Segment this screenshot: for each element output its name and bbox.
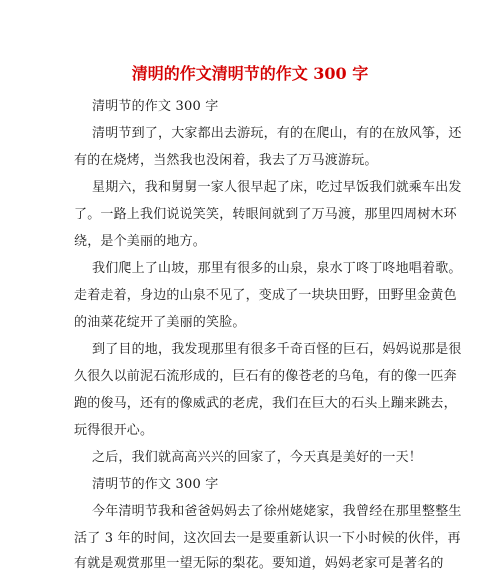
text-line: 清明节到了，大家都出去游玩，有的在爬山，有的在放风筝，还 [92, 126, 462, 141]
text-line: 久很久以前泥石流形成的，巨石有的像苍老的乌龟，有的像一匹奔 [74, 369, 457, 384]
text-line: 我们爬上了山坡，那里有很多的山泉，泉水丁咚丁咚地唱着歌。 [92, 261, 462, 276]
text-line: 绕，是个美丽的地方。 [74, 234, 207, 249]
document-title: 清明的作文清明节的作文 300 字 [131, 64, 369, 83]
text-line: 有的在烧烤，当然我也没闲着，我去了万马渡游玩。 [74, 153, 378, 168]
text-line: 玩得很开心。 [74, 423, 154, 438]
text-line: 了。一路上我们说说笑笑，转眼间就到了万马渡，那里四周树木环 [74, 207, 457, 222]
text-line: 星期六，我和舅舅一家人很早起了床，吃过早饭我们就乘车出发 [92, 180, 462, 195]
section-heading-1: 清明节的作文 300 字 [92, 99, 219, 114]
text-line: 有就是观赏那里一望无际的梨花。要知道，妈妈老家可是著名的 [74, 556, 444, 571]
text-line: 今年清明节我和爸爸妈妈去了徐州姥姥家，我曾经在那里整整生 [92, 504, 462, 519]
text-line: 跑的俊马，还有的像威武的老虎，我们在巨大的石头上蹦来跳去， [74, 396, 457, 411]
text-line: 之后，我们就高高兴兴的回家了，今天真是美好的一天！ [92, 450, 423, 465]
text-line: 到了目的地，我发现那里有很多千奇百怪的巨石，妈妈说那是很 [92, 342, 462, 357]
text-line: 的油菜花绽开了美丽的笑脸。 [74, 315, 246, 330]
text-line: 走着走着，身边的山泉不见了，变成了一块块田野，田野里金黄色 [74, 288, 457, 303]
text-line: 活了 3 年的时间，这次回去一是要重新认识一下小时候的伙伴，再 [74, 531, 461, 546]
section-heading-2: 清明节的作文 300 字 [92, 477, 219, 492]
